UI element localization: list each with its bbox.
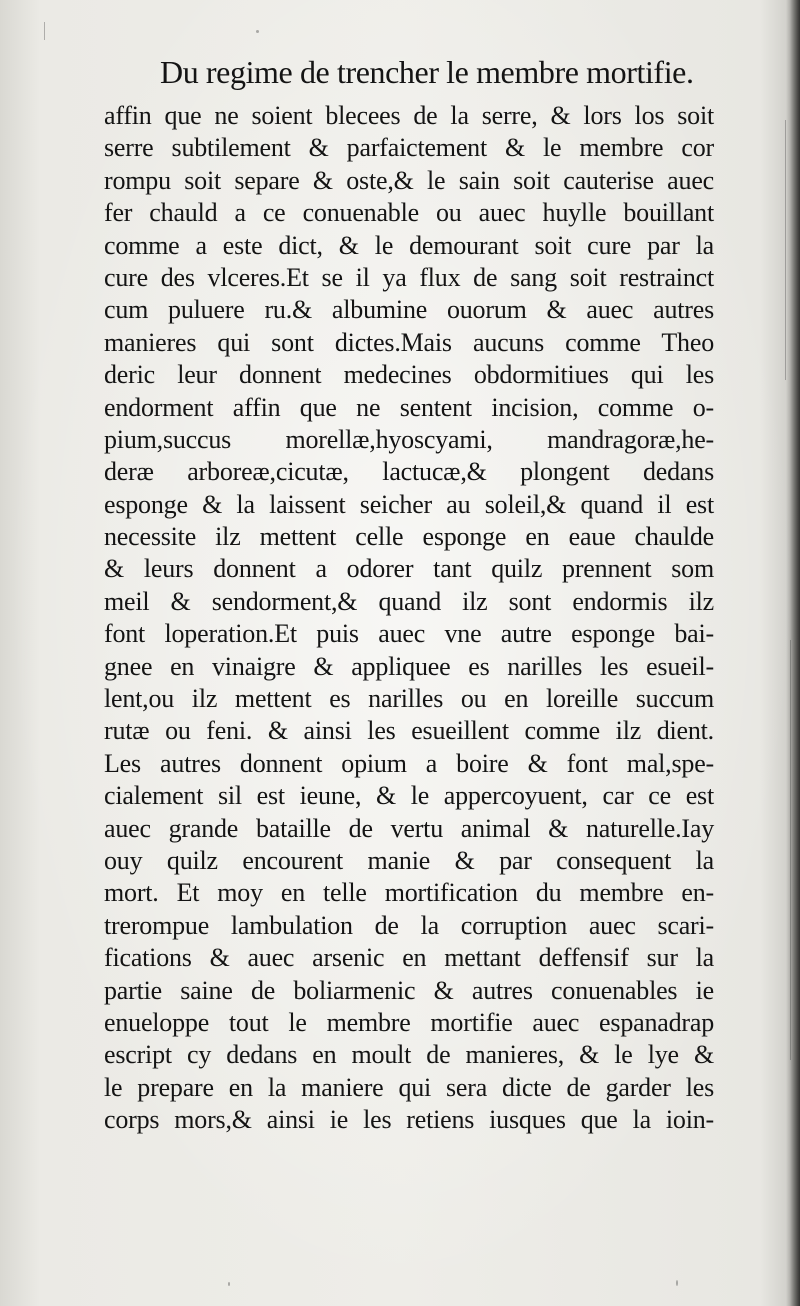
text-line: fer chauld a ce conuenable ou auec huylle bouillant — [104, 198, 714, 228]
ink-speck — [228, 1282, 230, 1286]
text-line: ouy quilz encourent manie & par consequent la — [104, 845, 714, 875]
text-line: endorment affin que ne sentent incision, comme o- — [104, 392, 714, 422]
text-line: serre subtilement & parfaictement & le membre cor — [104, 133, 714, 163]
text-line: cure des vlceres.Et se il ya flux de sang soit restrainct — [104, 262, 714, 292]
text-line: meil & sendorment,& quand ilz sont endormis ilz — [104, 586, 714, 616]
text-line: & leurs donnent a odorer tant quilz prennent som — [104, 554, 714, 584]
ink-speck — [676, 1280, 678, 1286]
margin-mark — [790, 640, 791, 1060]
text-line: affin que ne soient blecees de la serre, & lors los soit — [104, 101, 714, 130]
text-line: mort. Et moy en telle mortification du membre en- — [104, 878, 714, 908]
text-line: auec grande bataille de vertu animal & naturelle.Iay — [104, 813, 714, 843]
text-line: necessite ilz mettent celle esponge en eaue chaulde — [104, 522, 714, 552]
body-text — [104, 100, 714, 1137]
text-line: deric leur donnent medecines obdormitiues qui les — [104, 360, 714, 390]
text-line: esponge & la laissent seicher au soleil,& quand il est — [104, 489, 714, 519]
text-line: gnee en vinaigre & appliquee es narilles les esueil- — [104, 651, 714, 681]
ink-speck — [256, 30, 259, 33]
margin-mark — [44, 22, 45, 40]
text-line: enueloppe tout le membre mortifie auec espanadrap — [104, 1007, 714, 1037]
text-line: Les autres donnent opium a boire & font mal,spe- — [104, 748, 714, 778]
text-line: partie saine de boliarmenic & autres conuenables ie — [104, 975, 714, 1005]
text-line: cialement sil est ieune, & le appercoyuent, car ce est — [104, 781, 714, 811]
text-line: fications & auec arsenic en mettant deffensif sur la — [104, 943, 714, 973]
margin-mark — [785, 120, 786, 380]
text-line: trerompue lambulation de la corruption auec scari- — [104, 910, 714, 940]
text-line: rompu soit separe & oste,& le sain soit cauterise auec — [104, 165, 714, 195]
text-line: corps mors,& ainsi ie les retiens iusques que la ioin- — [104, 1105, 714, 1135]
page-edge-shadow — [786, 0, 800, 1306]
text-line: le prepare en la maniere qui sera dicte de garder les — [104, 1072, 714, 1102]
text-line: deræ arboreæ,cicutæ, lactucæ,& plongent dedans — [104, 457, 714, 487]
text-line: lent,ou ilz mettent es narilles ou en loreille succum — [104, 684, 714, 714]
text-line: pium,succus morellæ,hyoscyami, mandragoræ,he- — [104, 424, 714, 454]
text-line: escript cy dedans en moult de manieres, & le lye & — [104, 1040, 714, 1070]
text-line: comme a este dict, & le demourant soit cure par la — [104, 230, 714, 260]
text-line: rutæ ou feni. & ainsi les esueillent comme ilz dient. — [104, 716, 714, 746]
text-line: cum puluere ru.& albumine ouorum & auec autres — [104, 295, 714, 325]
text-line: manieres qui sont dictes.Mais aucuns comme Theo — [104, 327, 714, 357]
running-head: Du regime de trencher le membre mortifie. — [160, 54, 694, 90]
text-line: font loperation.Et puis auec vne autre esponge bai- — [104, 619, 714, 649]
